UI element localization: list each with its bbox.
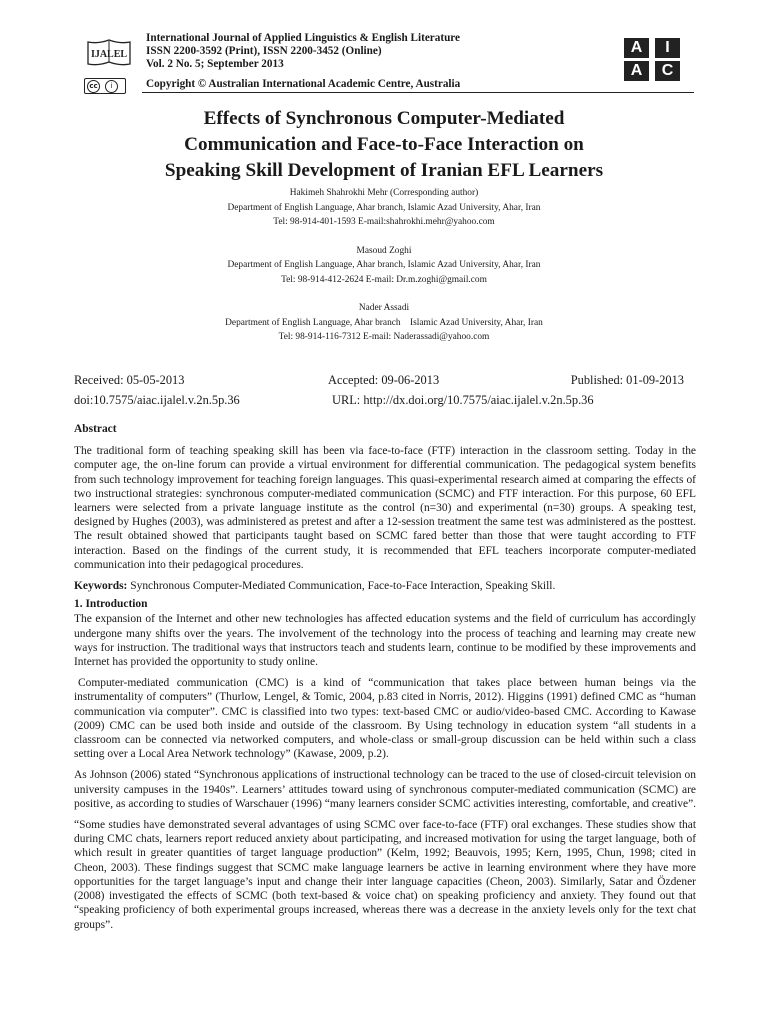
- journal-volume: Vol. 2 No. 5; September 2013: [146, 58, 284, 70]
- author-affiliation: Department of English Language, Ahar branch, Islamic Azad University, Ahar, Iran: [227, 202, 541, 213]
- journal-logo: [84, 38, 134, 68]
- aiac-logo: A I A C: [624, 38, 680, 82]
- accepted-date: Accepted: 09-06-2013: [328, 373, 440, 387]
- paragraph: Computer-mediated communication (CMC) is a kind of “communication that takes place between human beings via the instrumentality of computers” (Thurlow, Lengel, & Tomic, 2004, p.83 cited in Norris, 2012). Higgins (1991) defined CMC as “human communication via computer”. CMC is classified into two types: text-based CMC or audio/video-based CMC. According to Kawase (2009) CMC can be used both inside and outside of the classroom. By Using technology in education system “all students in a classroom can be connected via networked computers, and whole-class or small-group discussion can be held within such a class setting over a Local Area Network technology” (Kawase, 2009, p.2).: [74, 677, 696, 761]
- keywords-label: Keywords:: [74, 580, 128, 593]
- author-block: [74, 186, 694, 230]
- journal-logo-text: IJALEL: [90, 49, 128, 60]
- paper-title: [74, 106, 694, 184]
- journal-header: [74, 32, 694, 94]
- section-heading: 1. Introduction: [74, 598, 148, 611]
- author-name: Hakimeh Shahrokhi Mehr (Corresponding author): [289, 188, 479, 198]
- header-rule: [142, 92, 694, 93]
- title-line-1: Effects of Synchronous Computer-Mediated: [203, 108, 565, 129]
- published-date: Published: 01-09-2013: [570, 373, 684, 387]
- abstract-heading: Abstract: [74, 423, 117, 435]
- creative-commons-icon: cc i: [84, 78, 126, 94]
- author-contact: Tel: 98-914-401-1593 E-mail:shahrokhi.mehr@yahoo.com: [273, 217, 495, 227]
- paragraph: “Some studies have demonstrated several advantages of using SCMC over face-to-face (FTF) oral exchanges. These studies show that during CMC chats, learners report reduced anxiety about participating, and increased motivation for using the target language, both of which result in greater quantities of target language production” (Kelm, 1992; Beauvois, 1995; Kern, 1995, Chun, 1998; cited in Cheon, 2003). These findings suggest that SCMC make language learners be active in learning environment where they have more opportunities for the target language’s input and change their inter language capacities (Cheon, 2003). Similarly, Satar and Özdener (2008) investigated the effects of SCMC (both text-based & voice chat) on speaking proficiency and anxiety. They found out that “speaking proficiency of both experimental groups increased, whereas there was a decrease in the anxiety levels only for the text chat groups”.: [74, 819, 696, 931]
- article-meta: [74, 370, 694, 410]
- keywords-text: Synchronous Computer-Mediated Communication, Face-to-Face Interaction, Speaking Skill.: [127, 580, 556, 593]
- title-line-2: Communication and Face-to-Face Interaction on: [184, 134, 584, 155]
- abstract-text: The traditional form of teaching speaking skill has been via face-to-face (FTF) interaction in the classroom setting. Today in the computer age, the on-line forum can provide a virtual environment for differential communication. The pedagogical system benefits from such technology improvement for teaching foreign languages. This quasi-experimental research aimed at comparing the effects of two instructional strategies: synchronous computer-mediated communication (SCMC) and FTF interaction. For this purpose, 60 EFL learners were selected from a private language institute as the control (n=30) and experimental (n=30) groups. A speaking test, designed by Hughes (2003), was administered as pretest and after a 12-session treatment the same test was administered as the posttest. The result obtained showed that participants taught based on SCMC fared better than those that were taught according to FTF interaction. Based on the findings of the current study, it is recommended that EFL teachers incorporate computer-mediated communication into their pedagogical procedures.: [74, 445, 696, 571]
- journal-name: International Journal of Applied Linguistics & English Literature: [146, 32, 461, 44]
- received-date: Received: 05-05-2013: [74, 373, 185, 387]
- author-affiliation: Department of English Language, Ahar branch, Islamic Azad University, Ahar, Iran: [227, 260, 541, 270]
- paragraph: As Johnson (2006) stated “Synchronous applications of instructional technology can be traced to the use of closed-circuit television on university campuses in the 1940s”. Learners’ attitudes toward using of synchronous computer-mediated communication (SCMC) are positive, as according to studies of Warschauer (1996) “many learners consider SCMC activities interesting, comfortable, and creative”.: [74, 769, 697, 810]
- copyright-text: Copyright © Australian International Academic Centre, Australia: [146, 78, 461, 90]
- paper-body: [74, 422, 696, 939]
- author-name: Masoud Zoghi: [356, 245, 412, 256]
- keywords: [74, 579, 696, 593]
- author-name: Nader Assadi: [358, 303, 410, 313]
- journal-issn: ISSN 2200-3592 (Print), ISSN 2200-3452 (Online): [146, 45, 382, 57]
- paragraph: The expansion of the Internet and other new technologies has affected education systems and the field of curriculum has accordingly undergone many shifts over the years. The involvement of the technology into the process of teaching and learning may create new ways for instruction. The traditional ways that instructors teach and students learn, continue to be modified by these improvements and Internet has provided the opportunity to study online.: [74, 613, 696, 669]
- author-block: [74, 244, 694, 288]
- author-list: [74, 186, 694, 359]
- article-url[interactable]: URL: http://dx.doi.org/10.7575/aiac.ijalel.v.2n.5p.36: [332, 393, 594, 407]
- doi-text: doi:10.7575/aiac.ijalel.v.2n.5p.36: [74, 393, 240, 407]
- copyright-row: [84, 76, 694, 94]
- title-line-3: Speaking Skill Development of Iranian EFL Learners: [164, 160, 604, 181]
- journal-info: [146, 32, 460, 71]
- author-affiliation: Department of English Language, Ahar branch Islamic Azad University, Ahar, Iran: [225, 317, 543, 328]
- author-contact: Tel: 98-914-116-7312 E-mail: Naderassadi@yahoo.com: [278, 332, 490, 342]
- author-block: [74, 301, 694, 345]
- author-contact: Tel: 98-914-412-2624 E-mail: Dr.m.zoghi@gmail.com: [281, 274, 487, 285]
